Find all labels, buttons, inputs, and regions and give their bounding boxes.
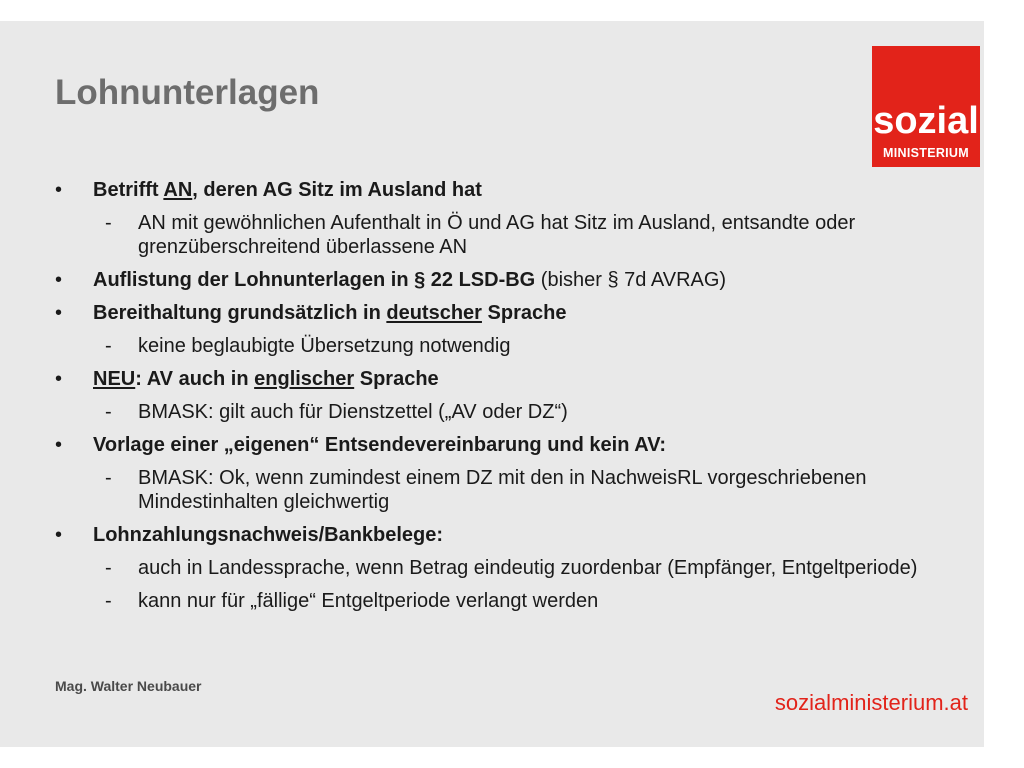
dash-marker: - — [105, 401, 112, 423]
sub-bullet-item: - auch in Landessprache, wenn Betrag eindeutig zuordenbar (Empfänger, Entgeltperiode) — [105, 557, 918, 579]
bullet-marker: • — [55, 368, 63, 390]
bullet-marker: • — [55, 269, 63, 291]
website-link[interactable]: sozialministerium.at — [774, 690, 968, 715]
slide-title: Lohnunterlagen — [55, 73, 320, 112]
sub-bullet-item: - BMASK: Ok, wenn zumindest einem DZ mit den in NachweisRL vorgeschriebenen Mindestinhalten gleichwertig — [105, 467, 867, 513]
dash-marker: - — [105, 212, 112, 234]
bullet-item: • Bereithaltung grundsätzlich in deutscher Sprache — [55, 302, 567, 324]
bullet-item: • Auflistung der Lohnunterlagen in § 22 LSD-BG (bisher § 7d AVRAG) — [55, 269, 727, 291]
logo-word-ministerium: MINISTERIUM — [883, 146, 969, 160]
bullet-marker: • — [55, 434, 63, 456]
dash-marker: - — [105, 590, 112, 612]
sub-bullet-item: - AN mit gewöhnlichen Aufenthalt in Ö und AG hat Sitz im Ausland, entsandte oder grenzüberschreitend überlassene AN — [105, 212, 856, 258]
sub-bullet-item: - kann nur für „fällige“ Entgeltperiode verlangt werden — [105, 590, 599, 612]
sozialministerium-logo — [872, 46, 980, 167]
bullet-item: • Betrifft AN, deren AG Sitz im Ausland hat — [55, 179, 482, 201]
bullet-item: • NEU: AV auch in englischer Sprache — [55, 368, 439, 390]
slide — [0, 21, 984, 747]
bullet-list — [55, 178, 975, 622]
author-name: Mag. Walter Neubauer — [55, 678, 202, 694]
sub-bullet-item: - BMASK: gilt auch für Dienstzettel („AV oder DZ“) — [105, 401, 568, 423]
bullet-marker: • — [55, 179, 63, 201]
dash-marker: - — [105, 467, 112, 489]
bullet-item: • Vorlage einer „eigenen“ Entsendevereinbarung und kein AV: — [55, 434, 667, 456]
dash-marker: - — [105, 557, 112, 579]
bullet-item: • Lohnzahlungsnachweis/Bankbelege: — [55, 524, 444, 546]
bullet-marker: • — [55, 524, 63, 546]
dash-marker: - — [105, 335, 112, 357]
sub-bullet-item: - keine beglaubigte Übersetzung notwendig — [105, 335, 511, 357]
bullet-marker: • — [55, 302, 63, 324]
logo-word-sozial: sozial — [873, 100, 979, 142]
